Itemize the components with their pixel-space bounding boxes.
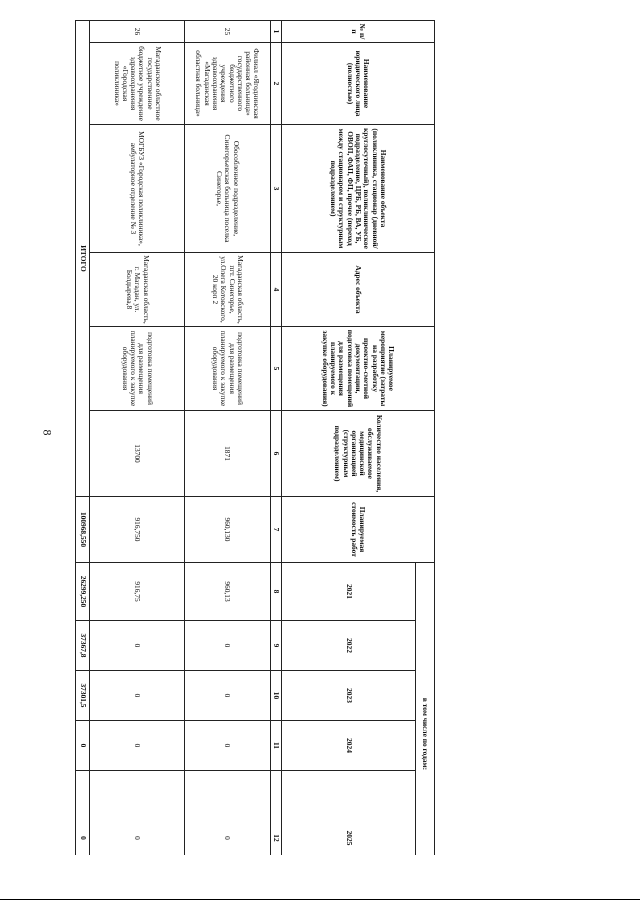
total-year-2022: 37367,8 (76, 621, 90, 671)
column-number-row (270, 21, 281, 856)
page-number: 8 (40, 429, 55, 436)
header-cost: Планируемая стоимость работ (281, 497, 434, 563)
table-row (90, 21, 184, 856)
col-number: 12 (270, 771, 281, 856)
total-year-2024: 0 (76, 721, 90, 771)
total-year-2025: 0 (76, 771, 90, 856)
header-address: Адрес объекта (281, 253, 434, 327)
header-year-2021: 2021 (281, 563, 415, 621)
row-object: Обособленное подразделение, Синегорьевская больница поселка Синегорье, (184, 125, 270, 253)
total-cost: 100968,550 (76, 497, 90, 563)
row-address: Магаданская область, пгт. Синегорье, ул.Олега Котовского, 20 корп 2 (184, 253, 270, 327)
total-year-2023: 37301,5 (76, 671, 90, 721)
total-row (76, 21, 90, 856)
header-entity: Наименование юридического лица (полностью) (281, 43, 434, 125)
header-row-1 (416, 21, 435, 856)
row-num: 26 (90, 21, 184, 43)
row-entity: Магаданское областное государственное бюджетное учреждение здравоохранения «Городская поликлиника» (90, 43, 184, 125)
header-years-group: в том числе по годам: (416, 563, 435, 856)
row-year-2023: 0 (184, 671, 270, 721)
header-year-2024: 2024 (281, 721, 415, 771)
col-number: 1 (270, 21, 281, 43)
col-number: 6 (270, 411, 281, 497)
header-object: Наименование объекта (поликлиника, стационар (дневной/круглосуточный), поликлиническое подразделение, ЦРБ, РБ, ВА, УБ, ОВОП, ФАП, ФП, прочее (переход между стационаром и структурным подразделением) (281, 125, 434, 253)
row-measure: подготовка помещений для размещения планируемого к закупке оборудования (90, 327, 184, 411)
row-year-2021: 960,13 (184, 563, 270, 621)
header-num: № п/п (281, 21, 434, 43)
row-year-2022: 0 (184, 621, 270, 671)
header-population: Количество населения, обслуживаемое медицинской организацией (структурным подразделением) (281, 411, 434, 497)
row-year-2022: 0 (90, 621, 184, 671)
row-address: Магаданская область, г. Магадан, ул. Болдырева,8 (90, 253, 184, 327)
col-number: 9 (270, 621, 281, 671)
row-cost: 960,130 (184, 497, 270, 563)
row-cost: 916,750 (90, 497, 184, 563)
table-row (184, 21, 270, 856)
col-number: 4 (270, 253, 281, 327)
row-entity: Филиал «Ягоднинская районная больница» государственного бюджетного учреждения здравоохранения «Магаданская областная больница» (184, 43, 270, 125)
total-year-2021: 26299,250 (76, 563, 90, 621)
row-object: МОГБУЗ «Городская поликлиника», амбулаторное отделение № 3 (90, 125, 184, 253)
header-year-2025: 2025 (281, 771, 415, 856)
header-year-2023: 2023 (281, 671, 415, 721)
row-year-2024: 0 (90, 721, 184, 771)
col-number: 10 (270, 671, 281, 721)
investment-table (75, 20, 435, 855)
row-measure: подготовка помещений для размещения планируемого к закупке оборудования (184, 327, 270, 411)
col-number: 7 (270, 497, 281, 563)
table-frame (75, 20, 435, 855)
row-year-2024: 0 (184, 721, 270, 771)
rotated-table-container (75, 20, 435, 855)
col-number: 3 (270, 125, 281, 253)
row-num: 25 (184, 21, 270, 43)
header-measure: Планируемое мероприятие (затраты на разработку проектно-сметной документации, подготовка помещений для размещения планируемого к закупке оборудования) (281, 327, 434, 411)
row-year-2023: 0 (90, 671, 184, 721)
row-year-2021: 916,75 (90, 563, 184, 621)
header-year-2022: 2022 (281, 621, 415, 671)
row-year-2025: 0 (90, 771, 184, 856)
col-number: 8 (270, 563, 281, 621)
footer-line (0, 899, 640, 900)
col-number: 5 (270, 327, 281, 411)
row-year-2025: 0 (184, 771, 270, 856)
col-number: 2 (270, 43, 281, 125)
col-number: 11 (270, 721, 281, 771)
total-label: ИТОГО (76, 21, 90, 497)
row-population: 1871 (184, 411, 270, 497)
row-population: 13700 (90, 411, 184, 497)
